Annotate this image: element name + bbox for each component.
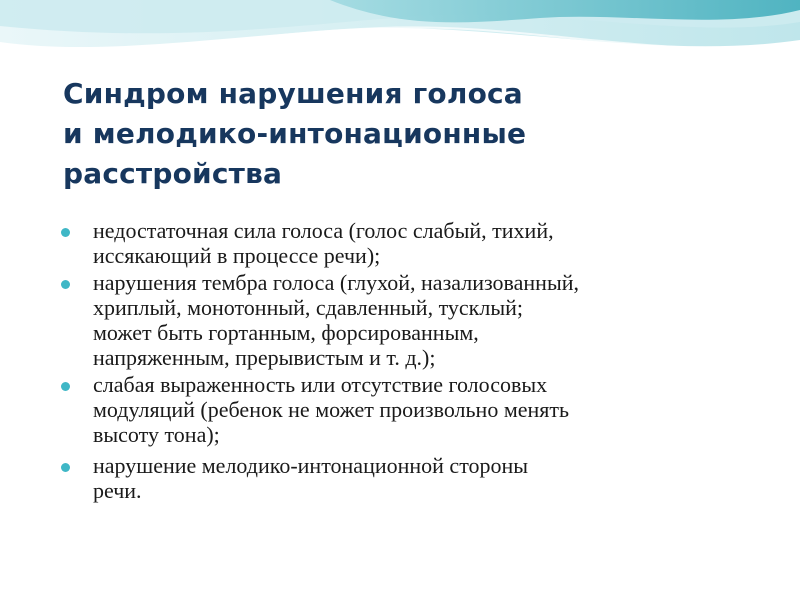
bullet-dot-icon	[61, 280, 70, 289]
bullet-item	[60, 453, 760, 503]
bullet-dot-icon	[61, 228, 70, 237]
bullet-dot-icon	[61, 382, 70, 391]
bullet-text: нарушения тембра голоса (глухой, назализованный, хриплый, монотонный, сдавленный, тусклый; может быть гортанным, форсированным, напряженным, прерывистым и т. д.);	[93, 270, 579, 370]
bullet-dot-icon	[61, 463, 70, 472]
bullet-list	[60, 218, 760, 505]
bullet-text: недостаточная сила голоса (голос слабый, тихий, иссякающий в процессе речи);	[93, 218, 554, 268]
bullet-item	[60, 218, 760, 268]
slide-title-line: Синдром нарушения голоса	[63, 77, 523, 110]
bullet-text: слабая выраженность или отсутствие голосовых модуляций (ребенок не может произвольно менять высоту тона);	[93, 372, 570, 447]
slide-title-line: и мелодико-интонационные	[63, 117, 527, 150]
slide-title	[63, 74, 743, 194]
bullet-item	[60, 372, 760, 447]
slide-title-line: расстройства	[63, 157, 283, 190]
bullet-text: нарушение мелодико-интонационной стороны речи.	[93, 453, 529, 503]
bullet-item	[60, 270, 760, 370]
